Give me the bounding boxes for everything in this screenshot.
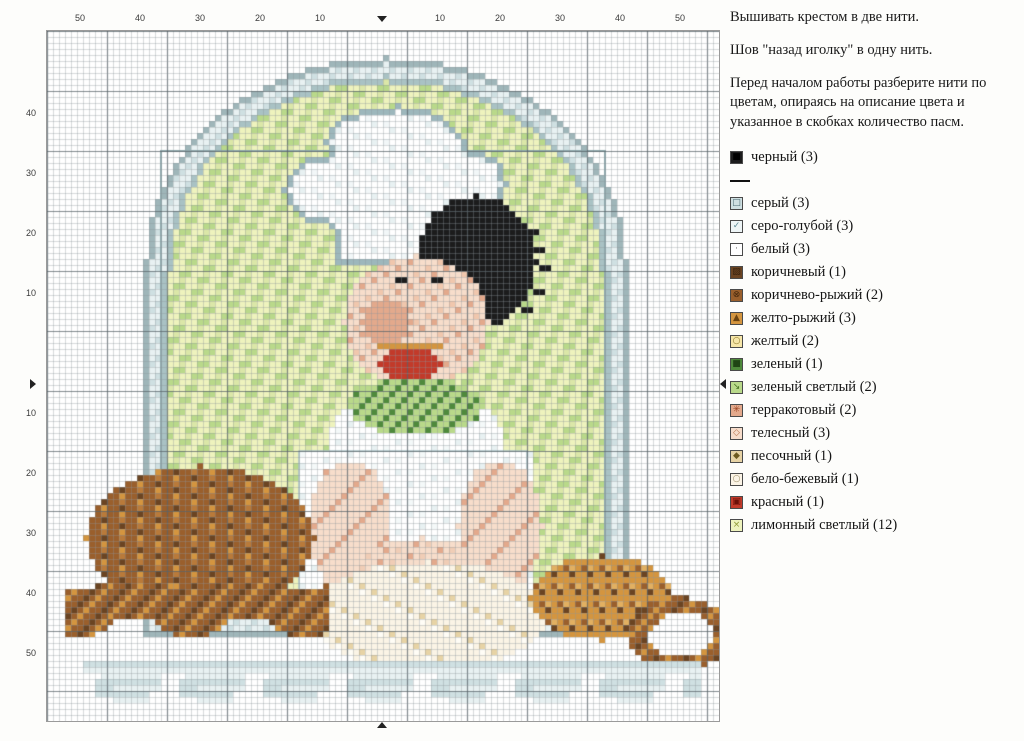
ruler-left-label: 30 (26, 168, 37, 178)
ruler-top-label: 40 (615, 13, 626, 23)
legend-label: терракотовый (2) (751, 401, 857, 418)
ruler-top-label: 10 (435, 13, 446, 23)
ruler-left (18, 10, 46, 730)
legend-row (730, 284, 1016, 307)
legend-swatch-icon: □ (730, 197, 743, 210)
legend-swatch-icon: ◇ (730, 427, 743, 440)
legend-label: белый (3) (751, 240, 810, 257)
legend-label: желтый (2) (751, 332, 819, 349)
legend-swatch-icon: ▲ (730, 312, 743, 325)
legend-label: бело-бежевый (1) (751, 470, 859, 487)
center-marker-right-icon (720, 379, 726, 389)
legend-row (730, 169, 1016, 192)
legend-label: серо-голубой (3) (751, 217, 854, 234)
legend-label: зеленый (1) (751, 355, 823, 372)
legend-label: черный (3) (751, 148, 818, 165)
legend-row (730, 261, 1016, 284)
legend-row (730, 238, 1016, 261)
color-legend (730, 146, 1016, 537)
legend-row (730, 445, 1016, 468)
legend-label: серый (3) (751, 194, 810, 211)
ruler-top-label: 20 (255, 13, 266, 23)
legend-label: красный (1) (751, 493, 824, 510)
legend-row (730, 330, 1016, 353)
legend-row (730, 146, 1016, 169)
legend-swatch-icon: · (730, 243, 743, 256)
ruler-top-label: 50 (675, 13, 686, 23)
ruler-top-label: 10 (315, 13, 326, 23)
ruler-left-label: 40 (26, 108, 37, 118)
legend-label: коричнево-рыжий (2) (751, 286, 883, 303)
ruler-left-label: 20 (26, 468, 37, 478)
legend-row (730, 514, 1016, 537)
legend-swatch-icon: ⊗ (730, 289, 743, 302)
legend-label: песочный (1) (751, 447, 832, 464)
stitch-grid-canvas (47, 31, 719, 721)
legend-row (730, 215, 1016, 238)
legend-row (730, 192, 1016, 215)
legend-row (730, 353, 1016, 376)
instruction-line-2: Шов "назад иголку" в одну нить. (730, 42, 933, 59)
center-marker-left-icon (30, 379, 36, 389)
legend-swatch-icon: ↘ (730, 381, 743, 394)
legend-swatch-icon: ○ (730, 335, 743, 348)
legend-swatch-icon: ✓ (730, 220, 743, 233)
legend-swatch-icon: ▣ (730, 496, 743, 509)
legend-row (730, 491, 1016, 514)
legend-label: коричневый (1) (751, 263, 846, 280)
legend-swatch-icon: ■ (730, 151, 743, 164)
chart-panel (18, 10, 718, 730)
ruler-left-label: 10 (26, 288, 37, 298)
center-marker-bottom-icon (377, 722, 387, 728)
legend-row (730, 376, 1016, 399)
ruler-left-label: 40 (26, 588, 37, 598)
ruler-top-label: 30 (195, 13, 206, 23)
ruler-left-label: 50 (26, 648, 37, 658)
ruler-top-label: 30 (555, 13, 566, 23)
instruction-line-3: Перед началом работы разберите нити по цветам, опираясь на описание цвета и указанное в скобках количество пасм. (730, 75, 987, 130)
stitch-grid (46, 30, 720, 722)
legend-swatch-icon: ✳ (730, 404, 743, 417)
legend-label: желто-рыжий (3) (751, 309, 856, 326)
instruction-line-1: Вышивать крестом в две нити. (730, 9, 919, 25)
legend-label: зеленый светлый (2) (751, 378, 877, 395)
legend-swatch-icon: × (730, 519, 743, 532)
legend-swatch-icon: ○ (730, 473, 743, 486)
ruler-top-label: 40 (135, 13, 146, 23)
legend-row (730, 468, 1016, 491)
ruler-top-label: 20 (495, 13, 506, 23)
ruler-left-label: 20 (26, 228, 37, 238)
ruler-left-label: 30 (26, 528, 37, 538)
legend-swatch-icon: ▨ (730, 266, 743, 279)
legend-label: лимонный светлый (12) (751, 516, 898, 533)
legend-swatch-icon: ◆ (730, 450, 743, 463)
legend-row (730, 307, 1016, 330)
legend-row (730, 399, 1016, 422)
ruler-top (18, 10, 718, 30)
legend-swatch-icon (730, 174, 750, 187)
side-panel (730, 8, 1016, 728)
legend-swatch-icon: ■ (730, 358, 743, 371)
legend-label: телесный (3) (751, 424, 831, 441)
ruler-left-label: 10 (26, 408, 37, 418)
center-marker-top-icon (377, 16, 387, 22)
ruler-top-label: 50 (75, 13, 86, 23)
legend-row (730, 422, 1016, 445)
